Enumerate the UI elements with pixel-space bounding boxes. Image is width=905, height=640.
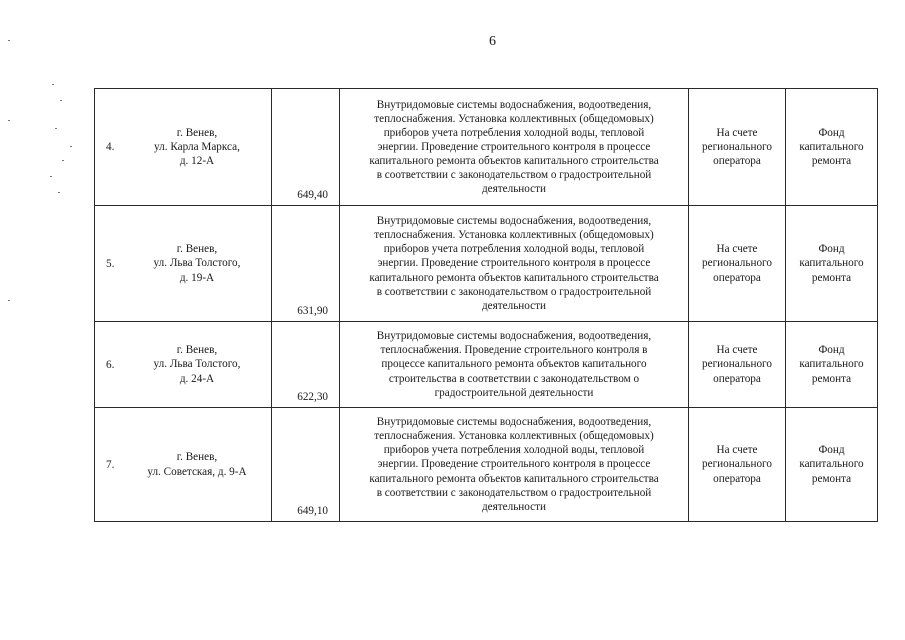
description-cell: Внутридомовые системы водоснабжения, водоотведения, теплоснабжения. Установка коллективных (общедомовых) приборов учета потребления холодной воды, тепловой энергии. Проведение строительного контроля в процессе капитального ремонта объектов капитального строительства в соответствии с законодательством о градостроительной деятельности — [340, 408, 689, 522]
row-number: 5. — [106, 257, 115, 270]
address-text: г. Венев, ул. Льва Толстого, д. 19-А — [153, 243, 241, 284]
fund-cell: Фонд капитального ремонта — [786, 206, 878, 322]
works-table — [94, 88, 878, 522]
address-cell — [95, 408, 272, 522]
row-number: 6. — [106, 358, 115, 371]
table-row — [95, 322, 878, 408]
description-cell: Внутридомовые системы водоснабжения, водоотведения, теплоснабжения. Проведение строительного контроля в процессе капитального ремонта объектов капитального строительства в соответствии с законодательством о градостроительной деятельности — [340, 322, 689, 408]
address-text: г. Венев, ул. Советская, д. 9-А — [147, 451, 247, 478]
amount-cell: 649,10 — [272, 408, 340, 522]
fund-cell: Фонд капитального ремонта — [786, 408, 878, 522]
funding-source-cell: На счете регионального оператора — [689, 322, 786, 408]
page-number: 6 — [489, 34, 496, 49]
table-row — [95, 89, 878, 206]
address-text: г. Венев, ул. Карла Маркса, д. 12-А — [154, 126, 240, 168]
funding-source-cell: На счете регионального оператора — [689, 408, 786, 522]
amount-cell: 649,40 — [272, 89, 340, 206]
table-row — [95, 206, 878, 322]
funding-source-cell: На счете регионального оператора — [689, 89, 786, 206]
description-cell: Внутридомовые системы водоснабжения, водоотведения, теплоснабжения. Установка коллективных (общедомовых) приборов учета потребления холодной воды, тепловой энергии. Проведение строительного контроля в процессе капитального ремонта объектов капитального строительства в соответствии с законодательством о градостроительной деятельности — [340, 206, 689, 322]
address-text: г. Венев, ул. Льва Толстого, д. 24-А — [153, 344, 241, 385]
fund-cell: Фонд капитального ремонта — [786, 89, 878, 206]
amount-cell: 631,90 — [272, 206, 340, 322]
row-number: 4. — [106, 140, 115, 153]
address-cell — [95, 89, 272, 206]
funding-source-cell: На счете регионального оператора — [689, 206, 786, 322]
amount-cell: 622,30 — [272, 322, 340, 408]
row-number: 7. — [106, 458, 115, 471]
table-row — [95, 408, 878, 522]
address-cell — [95, 206, 272, 322]
fund-cell: Фонд капитального ремонта — [786, 322, 878, 408]
description-cell: Внутридомовые системы водоснабжения, водоотведения, теплоснабжения. Установка коллективных (общедомовых) приборов учета потребления холодной воды, тепловой энергии. Проведение строительного контроля в процессе капитального ремонта объектов капитального строительства в соответствии с законодательством о градостроительной деятельности — [340, 89, 689, 206]
address-cell — [95, 322, 272, 408]
works-table-body — [95, 89, 878, 522]
